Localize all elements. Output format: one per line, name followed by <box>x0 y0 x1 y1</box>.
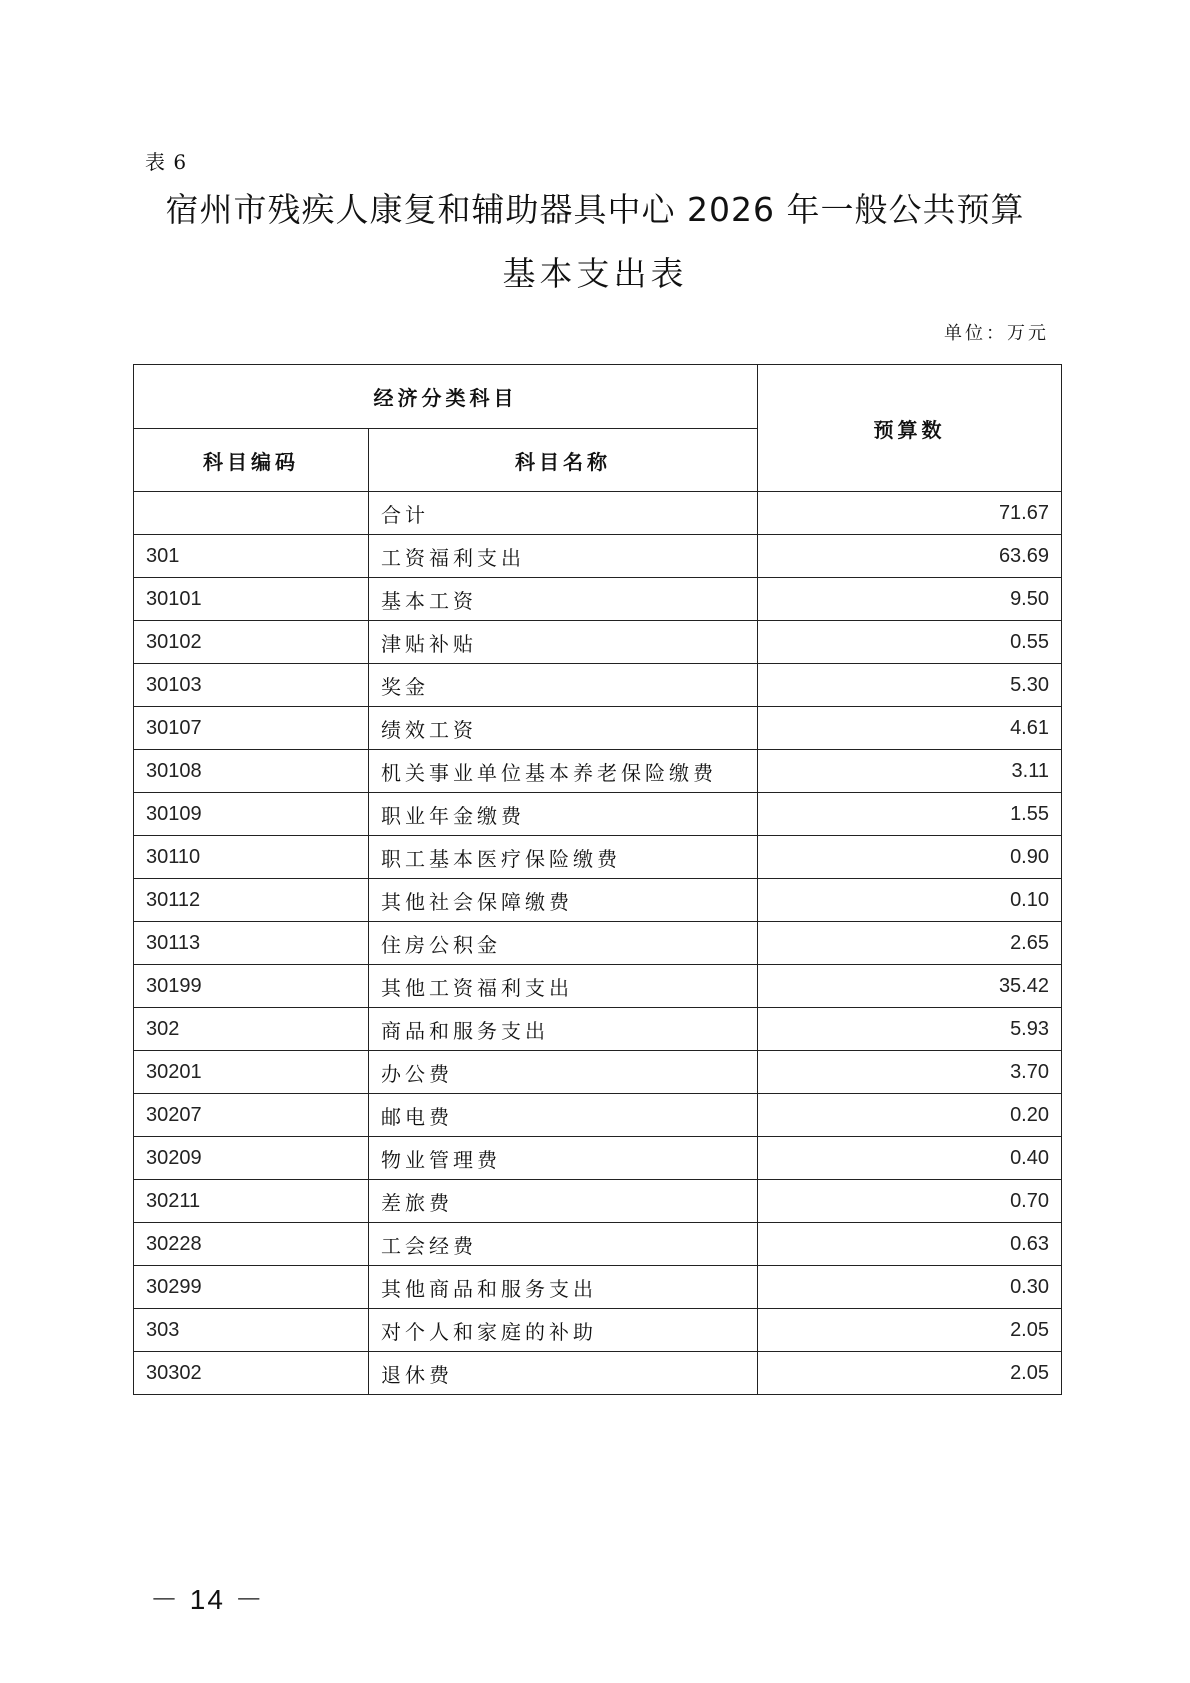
subject-name-cell: 对个人和家庭的补助 <box>369 1309 758 1352</box>
subject-name-cell: 职业年金缴费 <box>369 793 758 836</box>
subject-name-cell: 其他商品和服务支出 <box>369 1266 758 1309</box>
subject-code-cell: 30112 <box>134 879 369 922</box>
table-label: 表 6 <box>145 150 188 174</box>
subject-name-cell: 退休费 <box>369 1352 758 1395</box>
subject-name-cell: 物业管理费 <box>369 1137 758 1180</box>
table-row <box>134 1008 1062 1051</box>
budget-amount-cell: 4.61 <box>758 707 1062 750</box>
budget-amount-cell: 2.05 <box>758 1352 1062 1395</box>
header-economic-category: 经济分类科目 <box>134 365 758 429</box>
subject-name-cell: 津贴补贴 <box>369 621 758 664</box>
budget-amount-cell: 0.10 <box>758 879 1062 922</box>
budget-table <box>133 364 1062 1395</box>
table-header <box>134 365 1062 492</box>
budget-amount-cell: 5.30 <box>758 664 1062 707</box>
subject-code-cell: 30211 <box>134 1180 369 1223</box>
subject-name-cell: 住房公积金 <box>369 922 758 965</box>
subject-name-cell: 合计 <box>369 492 758 535</box>
table-row <box>134 879 1062 922</box>
subject-name-cell: 绩效工资 <box>369 707 758 750</box>
budget-amount-cell: 0.55 <box>758 621 1062 664</box>
table-row <box>134 621 1062 664</box>
page-subtitle: 基本支出表 <box>502 254 688 293</box>
table-row <box>134 492 1062 535</box>
budget-amount-cell: 3.70 <box>758 1051 1062 1094</box>
table-row <box>134 1180 1062 1223</box>
subject-name-cell: 其他社会保障缴费 <box>369 879 758 922</box>
header-subject-code: 科目编码 <box>134 429 369 492</box>
unit-label: 单位：万元 <box>944 323 1049 344</box>
subject-name-cell: 基本工资 <box>369 578 758 621</box>
table-row <box>134 578 1062 621</box>
subject-code-cell: 30113 <box>134 922 369 965</box>
subject-code-cell: 30207 <box>134 1094 369 1137</box>
budget-amount-cell: 71.67 <box>758 492 1062 535</box>
table-row <box>134 535 1062 578</box>
subject-code-cell: 30101 <box>134 578 369 621</box>
subject-name-cell: 职工基本医疗保险缴费 <box>369 836 758 879</box>
table-row <box>134 664 1062 707</box>
page-title: 宿州市残疾人康复和辅助器具中心 2026 年一般公共预算 <box>165 190 1025 229</box>
budget-amount-cell: 0.63 <box>758 1223 1062 1266</box>
subject-name-cell: 办公费 <box>369 1051 758 1094</box>
subject-code-cell: 30209 <box>134 1137 369 1180</box>
budget-amount-cell: 2.65 <box>758 922 1062 965</box>
budget-amount-cell: 2.05 <box>758 1309 1062 1352</box>
page-number: － 14 － <box>150 1584 265 1615</box>
budget-amount-cell: 3.11 <box>758 750 1062 793</box>
budget-amount-cell: 5.93 <box>758 1008 1062 1051</box>
subject-name-cell: 邮电费 <box>369 1094 758 1137</box>
table-row <box>134 707 1062 750</box>
table-row <box>134 1266 1062 1309</box>
subject-name-cell: 机关事业单位基本养老保险缴费 <box>369 750 758 793</box>
subject-name-cell: 工资福利支出 <box>369 535 758 578</box>
budget-amount-cell: 0.40 <box>758 1137 1062 1180</box>
table-row <box>134 1352 1062 1395</box>
budget-amount-cell: 63.69 <box>758 535 1062 578</box>
subject-code-cell: 30109 <box>134 793 369 836</box>
table-body <box>134 492 1062 1395</box>
subject-name-cell: 其他工资福利支出 <box>369 965 758 1008</box>
budget-amount-cell: 1.55 <box>758 793 1062 836</box>
subject-code-cell: 30102 <box>134 621 369 664</box>
table-row <box>134 1223 1062 1266</box>
subject-code-cell: 30103 <box>134 664 369 707</box>
subject-code-cell: 30302 <box>134 1352 369 1395</box>
header-budget-amount: 预算数 <box>758 365 1062 492</box>
table-row <box>134 1309 1062 1352</box>
subject-code-cell: 30108 <box>134 750 369 793</box>
table-row <box>134 836 1062 879</box>
budget-amount-cell: 9.50 <box>758 578 1062 621</box>
subject-code-cell: 301 <box>134 535 369 578</box>
subject-code-cell: 30199 <box>134 965 369 1008</box>
subject-code-cell: 303 <box>134 1309 369 1352</box>
budget-amount-cell: 0.90 <box>758 836 1062 879</box>
subject-code-cell: 30201 <box>134 1051 369 1094</box>
table-row <box>134 922 1062 965</box>
subject-name-cell: 奖金 <box>369 664 758 707</box>
subject-code-cell <box>134 492 369 535</box>
subject-code-cell: 302 <box>134 1008 369 1051</box>
table-row <box>134 1094 1062 1137</box>
table-row <box>134 793 1062 836</box>
table-row <box>134 1137 1062 1180</box>
table-row <box>134 750 1062 793</box>
budget-amount-cell: 0.20 <box>758 1094 1062 1137</box>
table-row <box>134 1051 1062 1094</box>
table-row <box>134 965 1062 1008</box>
budget-amount-cell: 0.30 <box>758 1266 1062 1309</box>
subject-code-cell: 30299 <box>134 1266 369 1309</box>
subject-code-cell: 30110 <box>134 836 369 879</box>
subject-name-cell: 商品和服务支出 <box>369 1008 758 1051</box>
budget-amount-cell: 0.70 <box>758 1180 1062 1223</box>
subject-name-cell: 差旅费 <box>369 1180 758 1223</box>
subject-code-cell: 30228 <box>134 1223 369 1266</box>
subject-name-cell: 工会经费 <box>369 1223 758 1266</box>
budget-amount-cell: 35.42 <box>758 965 1062 1008</box>
header-subject-name: 科目名称 <box>369 429 758 492</box>
subject-code-cell: 30107 <box>134 707 369 750</box>
